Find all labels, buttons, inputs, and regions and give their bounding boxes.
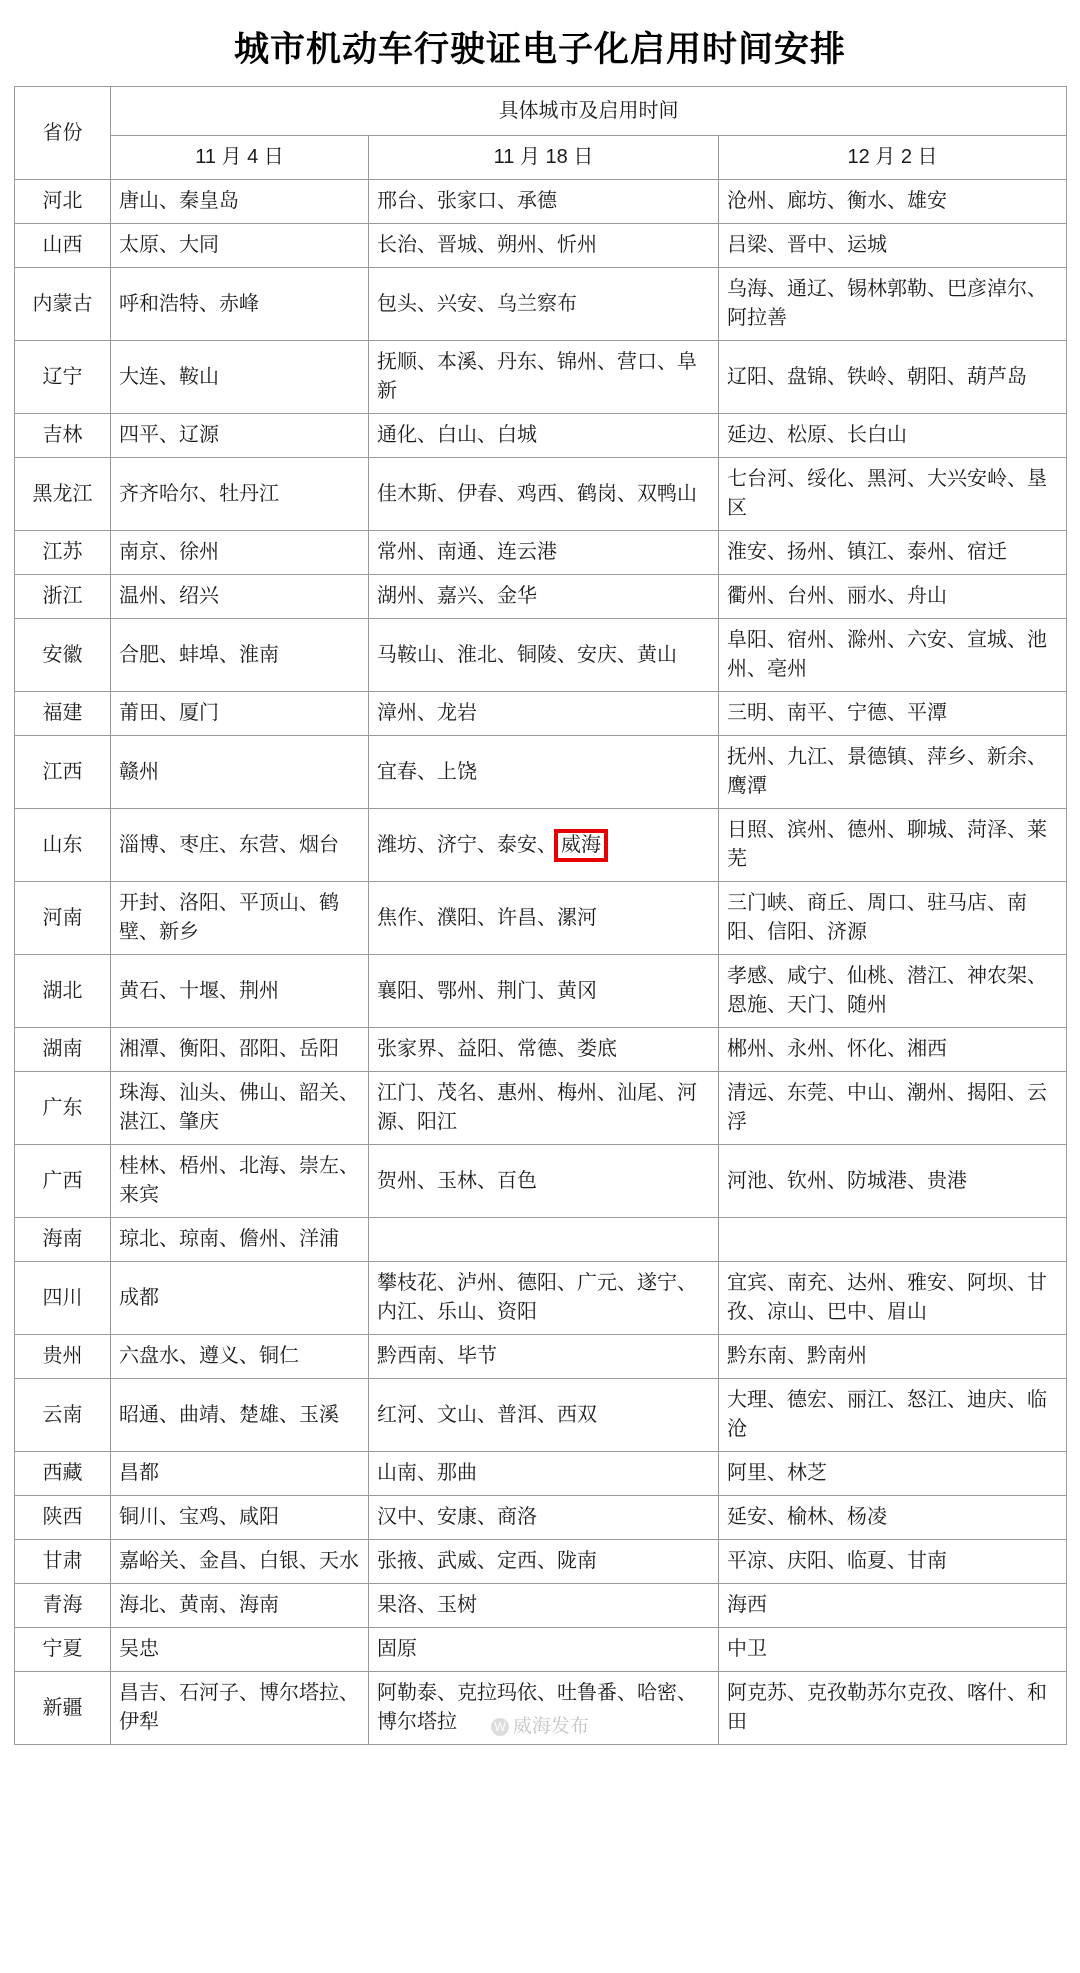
cities-cell-date1: 合肥、蚌埠、淮南 [111, 619, 369, 692]
province-cell: 西藏 [15, 1452, 111, 1496]
cities-cell-date3: 阜阳、宿州、滁州、六安、宣城、池州、亳州 [719, 619, 1067, 692]
cities-cell-date2: 马鞍山、淮北、铜陵、安庆、黄山 [369, 619, 719, 692]
province-cell: 江苏 [15, 531, 111, 575]
cities-cell-date3: 延边、松原、长白山 [719, 414, 1067, 458]
cities-cell-date1: 齐齐哈尔、牡丹江 [111, 458, 369, 531]
cities-cell-date3: 阿里、林芝 [719, 1452, 1067, 1496]
cities-cell-date2: 常州、南通、连云港 [369, 531, 719, 575]
table-row [15, 341, 1067, 414]
cities-cell-date2: 张掖、武威、定西、陇南 [369, 1540, 719, 1584]
province-cell: 江西 [15, 736, 111, 809]
header-province: 省份 [15, 87, 111, 180]
table-row [15, 1584, 1067, 1628]
cities-cell-date1: 桂林、梧州、北海、崇左、来宾 [111, 1145, 369, 1218]
table-row [15, 414, 1067, 458]
table-row [15, 268, 1067, 341]
cities-cell-date1: 昌都 [111, 1452, 369, 1496]
province-cell: 安徽 [15, 619, 111, 692]
cities-cell-date1: 昌吉、石河子、博尔塔拉、伊犁 [111, 1672, 369, 1745]
province-cell: 湖北 [15, 955, 111, 1028]
cities-cell-date1: 吴忠 [111, 1628, 369, 1672]
cities-cell-date3: 平凉、庆阳、临夏、甘南 [719, 1540, 1067, 1584]
cities-cell-date1: 成都 [111, 1262, 369, 1335]
cities-cell-date1: 赣州 [111, 736, 369, 809]
cities-cell-date3: 三门峡、商丘、周口、驻马店、南阳、信阳、济源 [719, 882, 1067, 955]
watermark-text: 威海发布 [512, 1716, 590, 1737]
cities-cell-date2: 湖州、嘉兴、金华 [369, 575, 719, 619]
header-date-3: 12 月 2 日 [719, 136, 1067, 180]
cities-cell-date2: 红河、文山、普洱、西双 [369, 1379, 719, 1452]
cities-cell-date3: 吕梁、晋中、运城 [719, 224, 1067, 268]
province-cell: 云南 [15, 1379, 111, 1452]
table-row [15, 955, 1067, 1028]
province-cell: 吉林 [15, 414, 111, 458]
province-cell: 辽宁 [15, 341, 111, 414]
cities-cell-date3: 郴州、永州、怀化、湘西 [719, 1028, 1067, 1072]
cities-cell-date1: 温州、绍兴 [111, 575, 369, 619]
province-cell: 内蒙古 [15, 268, 111, 341]
cities-cell-date2: 阿勒泰、克拉玛依、吐鲁番、哈密、博尔塔拉 [369, 1672, 719, 1745]
table-row [15, 1218, 1067, 1262]
province-cell: 河北 [15, 180, 111, 224]
province-cell: 陕西 [15, 1496, 111, 1540]
highlighted-city: 威海 [558, 833, 604, 858]
cities-cell-date3: 日照、滨州、德州、聊城、菏泽、莱芜 [719, 809, 1067, 882]
table-row [15, 882, 1067, 955]
cities-cell-date2: 黔西南、毕节 [369, 1335, 719, 1379]
cities-cell-date1: 六盘水、遵义、铜仁 [111, 1335, 369, 1379]
province-cell: 新疆 [15, 1672, 111, 1745]
cities-cell-date1: 琼北、琼南、儋州、洋浦 [111, 1218, 369, 1262]
table-body [15, 180, 1067, 1745]
cities-cell-date2: 汉中、安康、商洛 [369, 1496, 719, 1540]
cities-cell-date1: 莆田、厦门 [111, 692, 369, 736]
cities-cell-date3: 三明、南平、宁德、平潭 [719, 692, 1067, 736]
cities-cell-date2: 江门、茂名、惠州、梅州、汕尾、河源、阳江 [369, 1072, 719, 1145]
cities-cell-date1: 湘潭、衡阳、邵阳、岳阳 [111, 1028, 369, 1072]
cities-cell-date2: 长治、晋城、朔州、忻州 [369, 224, 719, 268]
table-row [15, 531, 1067, 575]
table-row [15, 1452, 1067, 1496]
cities-cell-date1: 淄博、枣庄、东营、烟台 [111, 809, 369, 882]
cities-cell-date2: 包头、兴安、乌兰察布 [369, 268, 719, 341]
cities-cell-date2: 漳州、龙岩 [369, 692, 719, 736]
province-cell: 广东 [15, 1072, 111, 1145]
province-cell: 四川 [15, 1262, 111, 1335]
table-row [15, 1145, 1067, 1218]
cities-cell-date3: 辽阳、盘锦、铁岭、朝阳、葫芦岛 [719, 341, 1067, 414]
cities-cell-date2: 邢台、张家口、承德 [369, 180, 719, 224]
cities-cell-date3: 清远、东莞、中山、潮州、揭阳、云浮 [719, 1072, 1067, 1145]
cities-cell-date1: 四平、辽源 [111, 414, 369, 458]
cities-cell-date2: 宜春、上饶 [369, 736, 719, 809]
table-row [15, 224, 1067, 268]
province-cell: 浙江 [15, 575, 111, 619]
table-row [15, 1262, 1067, 1335]
province-cell: 山东 [15, 809, 111, 882]
province-cell: 贵州 [15, 1335, 111, 1379]
cities-cell-date3: 阿克苏、克孜勒苏尔克孜、喀什、和田 [719, 1672, 1067, 1745]
cities-cell-date2: 贺州、玉林、百色 [369, 1145, 719, 1218]
header-span-title: 具体城市及启用时间 [111, 87, 1067, 136]
cities-cell-date1: 太原、大同 [111, 224, 369, 268]
table-row [15, 809, 1067, 882]
cities-cell-date1: 南京、徐州 [111, 531, 369, 575]
table-row [15, 1540, 1067, 1584]
table-row [15, 736, 1067, 809]
table-row [15, 619, 1067, 692]
province-cell: 宁夏 [15, 1628, 111, 1672]
cities-cell-date3: 乌海、通辽、锡林郭勒、巴彦淖尔、阿拉善 [719, 268, 1067, 341]
province-cell: 甘肃 [15, 1540, 111, 1584]
province-cell: 黑龙江 [15, 458, 111, 531]
cities-cell-date2: 佳木斯、伊春、鸡西、鹤岗、双鸭山 [369, 458, 719, 531]
cities-cell-date2: 襄阳、鄂州、荆门、黄冈 [369, 955, 719, 1028]
table-row [15, 180, 1067, 224]
weibo-logo-icon: W [491, 1718, 509, 1736]
cities-cell-date2: 通化、白山、白城 [369, 414, 719, 458]
cities-cell-date2: 山南、那曲 [369, 1452, 719, 1496]
table-row [15, 1028, 1067, 1072]
province-cell: 福建 [15, 692, 111, 736]
cities-text-prefix: 潍坊、济宁、泰安、 [377, 833, 557, 856]
province-cell: 广西 [15, 1145, 111, 1218]
table-row [15, 1335, 1067, 1379]
cities-cell-date1: 黄石、十堰、荆州 [111, 955, 369, 1028]
cities-cell-date2 [369, 809, 719, 882]
cities-cell-date2: 固原 [369, 1628, 719, 1672]
table-row [15, 692, 1067, 736]
province-cell: 青海 [15, 1584, 111, 1628]
cities-cell-date2: 果洛、玉树 [369, 1584, 719, 1628]
cities-cell-date3: 黔东南、黔南州 [719, 1335, 1067, 1379]
header-date-2: 11 月 18 日 [369, 136, 719, 180]
cities-cell-date3: 七台河、绥化、黑河、大兴安岭、垦区 [719, 458, 1067, 531]
cities-cell-date3: 河池、钦州、防城港、贵港 [719, 1145, 1067, 1218]
table-header [15, 87, 1067, 180]
cities-cell-date2: 攀枝花、泸州、德阳、广元、遂宁、内江、乐山、资阳 [369, 1262, 719, 1335]
cities-cell-date1: 唐山、秦皇岛 [111, 180, 369, 224]
table-row [15, 1628, 1067, 1672]
cities-cell-date3: 中卫 [719, 1628, 1067, 1672]
cities-cell-date3: 孝感、咸宁、仙桃、潜江、神农架、恩施、天门、随州 [719, 955, 1067, 1028]
cities-cell-date3: 宜宾、南充、达州、雅安、阿坝、甘孜、凉山、巴中、眉山 [719, 1262, 1067, 1335]
cities-cell-date1: 大连、鞍山 [111, 341, 369, 414]
cities-cell-date1: 呼和浩特、赤峰 [111, 268, 369, 341]
cities-cell-date2: 焦作、濮阳、许昌、漯河 [369, 882, 719, 955]
cities-cell-date3 [719, 1218, 1067, 1262]
cities-cell-date3: 海西 [719, 1584, 1067, 1628]
schedule-table [14, 86, 1067, 1745]
table-row [15, 575, 1067, 619]
table-row [15, 1379, 1067, 1452]
province-cell: 河南 [15, 882, 111, 955]
cities-cell-date1: 开封、洛阳、平顶山、鹤壁、新乡 [111, 882, 369, 955]
cities-cell-date1: 铜川、宝鸡、咸阳 [111, 1496, 369, 1540]
cities-cell-date1: 嘉峪关、金昌、白银、天水 [111, 1540, 369, 1584]
cities-cell-date3: 淮安、扬州、镇江、泰州、宿迁 [719, 531, 1067, 575]
cities-cell-date1: 海北、黄南、海南 [111, 1584, 369, 1628]
province-cell: 海南 [15, 1218, 111, 1262]
cities-cell-date2 [369, 1218, 719, 1262]
header-date-1: 11 月 4 日 [111, 136, 369, 180]
province-cell: 湖南 [15, 1028, 111, 1072]
table-row [15, 1496, 1067, 1540]
cities-cell-date3: 大理、德宏、丽江、怒江、迪庆、临沧 [719, 1379, 1067, 1452]
cities-cell-date3: 延安、榆林、杨凌 [719, 1496, 1067, 1540]
page-title: 城市机动车行驶证电子化启用时间安排 [233, 30, 846, 69]
cities-cell-date1: 昭通、曲靖、楚雄、玉溪 [111, 1379, 369, 1452]
cities-cell-date3: 衢州、台州、丽水、舟山 [719, 575, 1067, 619]
table-row [15, 458, 1067, 531]
table-row [15, 1072, 1067, 1145]
cities-cell-date2: 张家界、益阳、常德、娄底 [369, 1028, 719, 1072]
cities-cell-date2: 抚顺、本溪、丹东、锦州、营口、阜新 [369, 341, 719, 414]
cities-cell-date1: 珠海、汕头、佛山、韶关、湛江、肇庆 [111, 1072, 369, 1145]
province-cell: 山西 [15, 224, 111, 268]
cities-cell-date3: 抚州、九江、景德镇、萍乡、新余、鹰潭 [719, 736, 1067, 809]
cities-cell-date3: 沧州、廊坊、衡水、雄安 [719, 180, 1067, 224]
